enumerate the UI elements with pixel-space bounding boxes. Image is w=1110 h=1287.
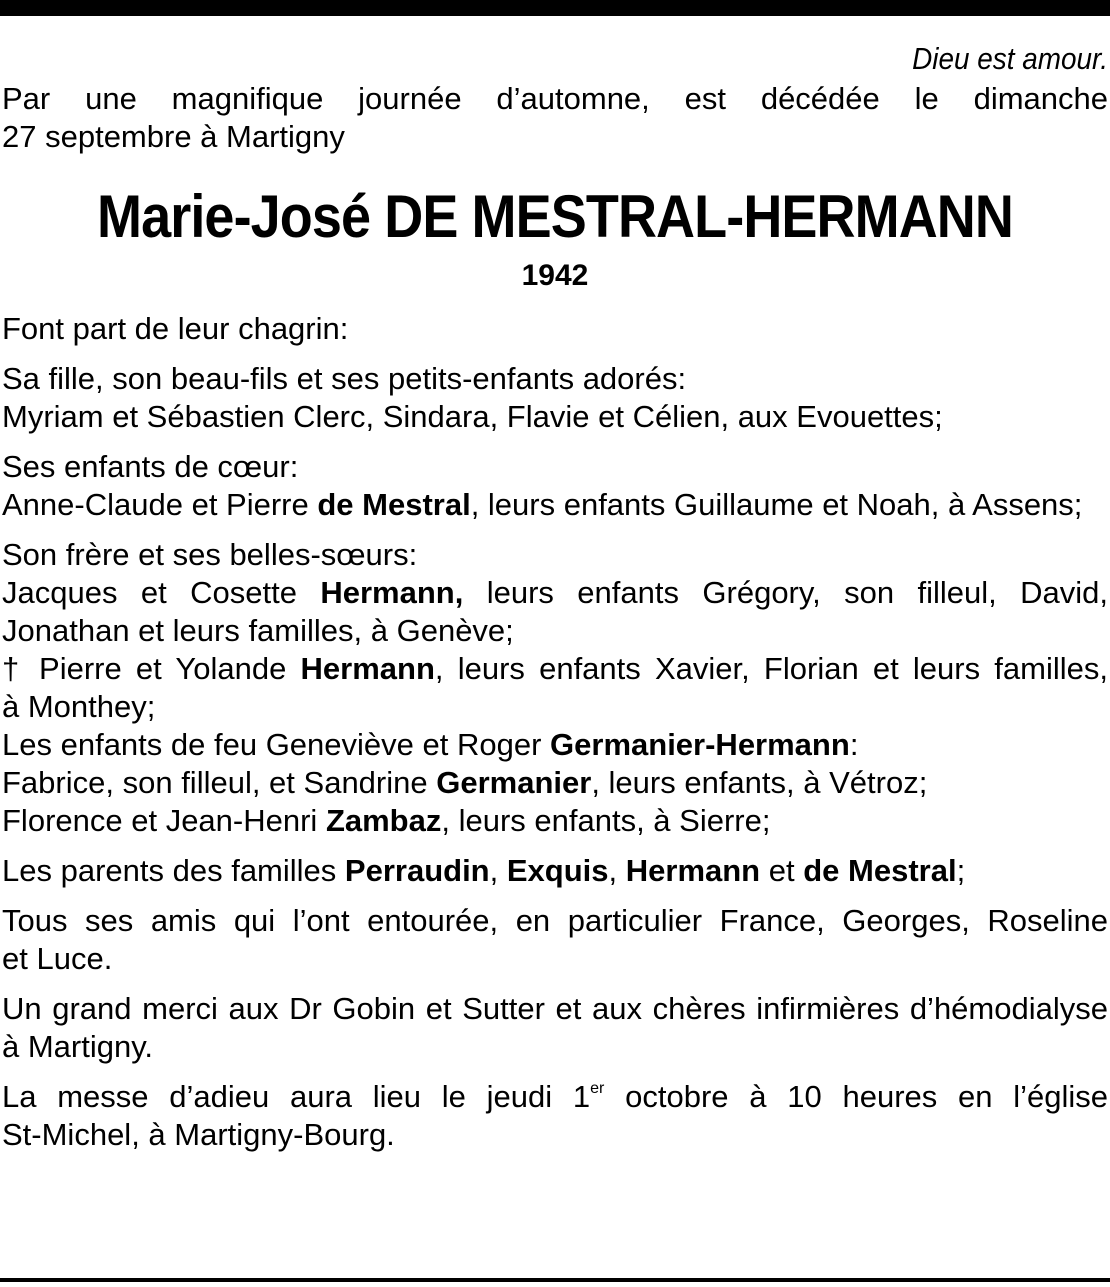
pierre-text: † Pierre et Yolande: [2, 651, 301, 686]
friends-section: [2, 902, 1108, 978]
pierre-line-2: à Monthey;: [2, 689, 156, 724]
jacques-text-end: leurs enfants Grégory, son filleul, David,: [463, 575, 1108, 610]
heart-surname: de Mestral: [317, 487, 471, 522]
relatives-exquis: Exquis: [506, 853, 609, 888]
heart-text: Anne-Claude et Pierre: [2, 487, 318, 522]
relatives-line: [2, 852, 1108, 890]
mass-section: [2, 1078, 1108, 1154]
intro-line-1: Par une magnifique journée d’automne, est décédée le dimanche: [2, 81, 1108, 116]
jacques-line-2: Jonathan et leurs familles, à Genève;: [2, 613, 514, 648]
pierre-text-end: , leurs enfants Xavier, Florian et leurs familles,: [434, 651, 1109, 686]
florence-text-end: , leurs enfants, à Sierre;: [441, 803, 771, 838]
pierre-surname: Hermann: [300, 651, 435, 686]
deceased-year: 1942: [521, 259, 589, 292]
relatives-text: Les parents des familles: [2, 853, 345, 888]
fabrice-text: Fabrice, son filleul, et Sandrine: [2, 765, 437, 800]
fabrice-surname: Germanier: [436, 765, 592, 800]
heart-line: [2, 486, 1108, 524]
relatives-section: [2, 852, 1108, 890]
relatives-de-mestral: de Mestral: [803, 853, 957, 888]
jacques-text: Jacques et Cosette: [2, 575, 321, 610]
thanks-section: [2, 990, 1108, 1066]
jacques-surname: Hermann,: [320, 575, 464, 610]
daughter-section: [2, 360, 1108, 436]
siblings-heading: Son frère et ses belles-sœurs:: [2, 537, 418, 572]
mass-text: La messe d’adieu aura lieu le jeudi 1: [2, 1079, 591, 1114]
mass-line-2: St-Michel, à Martigny-Bourg.: [2, 1117, 395, 1152]
friends-line-2: et Luce.: [2, 941, 113, 976]
intro-line-2: 27 septembre à Martigny: [2, 119, 345, 154]
relatives-end: ;: [956, 853, 966, 888]
mass-ordinal: er: [590, 1080, 605, 1097]
fabrice-text-end: , leurs enfants, à Vétroz;: [591, 765, 928, 800]
florence-text: Florence et Jean-Henri: [2, 803, 326, 838]
thanks-line-2: à Martigny.: [2, 1029, 154, 1064]
mass-text-end: octobre à 10 heures en l’église: [604, 1079, 1108, 1114]
genevieve-colon: :: [849, 727, 859, 762]
heart-heading: Ses enfants de cœur:: [2, 449, 299, 484]
friends-line-1: Tous ses amis qui l’ont entourée, en particulier France, Georges, Roseline: [2, 903, 1108, 938]
daughter-line: Myriam et Sébastien Clerc, Sindara, Flavie et Célien, aux Evouettes;: [2, 399, 943, 434]
genevieve-line: [2, 726, 1108, 764]
pierre-line: [2, 650, 1108, 688]
daughter-heading: Sa fille, son beau-fils et ses petits-enfants adorés:: [2, 361, 687, 396]
relatives-perraudin: Perraudin: [344, 853, 490, 888]
mass-line-1: [2, 1078, 1108, 1116]
florence-surname: Zambaz: [325, 803, 442, 838]
bottom-border: [0, 1278, 1110, 1282]
florence-line: [2, 802, 1108, 840]
thanks-line-1: Un grand merci aux Dr Gobin et Sutter et aux chères infirmières d’hémodialyse: [2, 991, 1108, 1026]
relatives-sep-1: ,: [489, 853, 507, 888]
relatives-sep-3: et: [760, 853, 804, 888]
top-border: [0, 0, 1110, 16]
siblings-section: [2, 536, 1108, 840]
genevieve-surname: Germanier-Hermann: [550, 727, 850, 762]
jacques-line: [2, 574, 1108, 612]
fabrice-line: [2, 764, 1108, 802]
opening-line: Font part de leur chagrin:: [2, 311, 349, 346]
death-notice: [2, 40, 1108, 1154]
genevieve-text: Les enfants de feu Geneviève et Roger: [2, 727, 551, 762]
heart-text-end: , leurs enfants Guillaume et Noah, à Assens;: [470, 487, 1083, 522]
heart-children-section: [2, 448, 1108, 524]
relatives-sep-2: ,: [608, 853, 626, 888]
motto: Dieu est amour.: [912, 41, 1108, 76]
relatives-hermann: Hermann: [625, 853, 761, 888]
deceased-name: Marie-José DE MESTRAL-HERMANN: [96, 183, 1014, 250]
